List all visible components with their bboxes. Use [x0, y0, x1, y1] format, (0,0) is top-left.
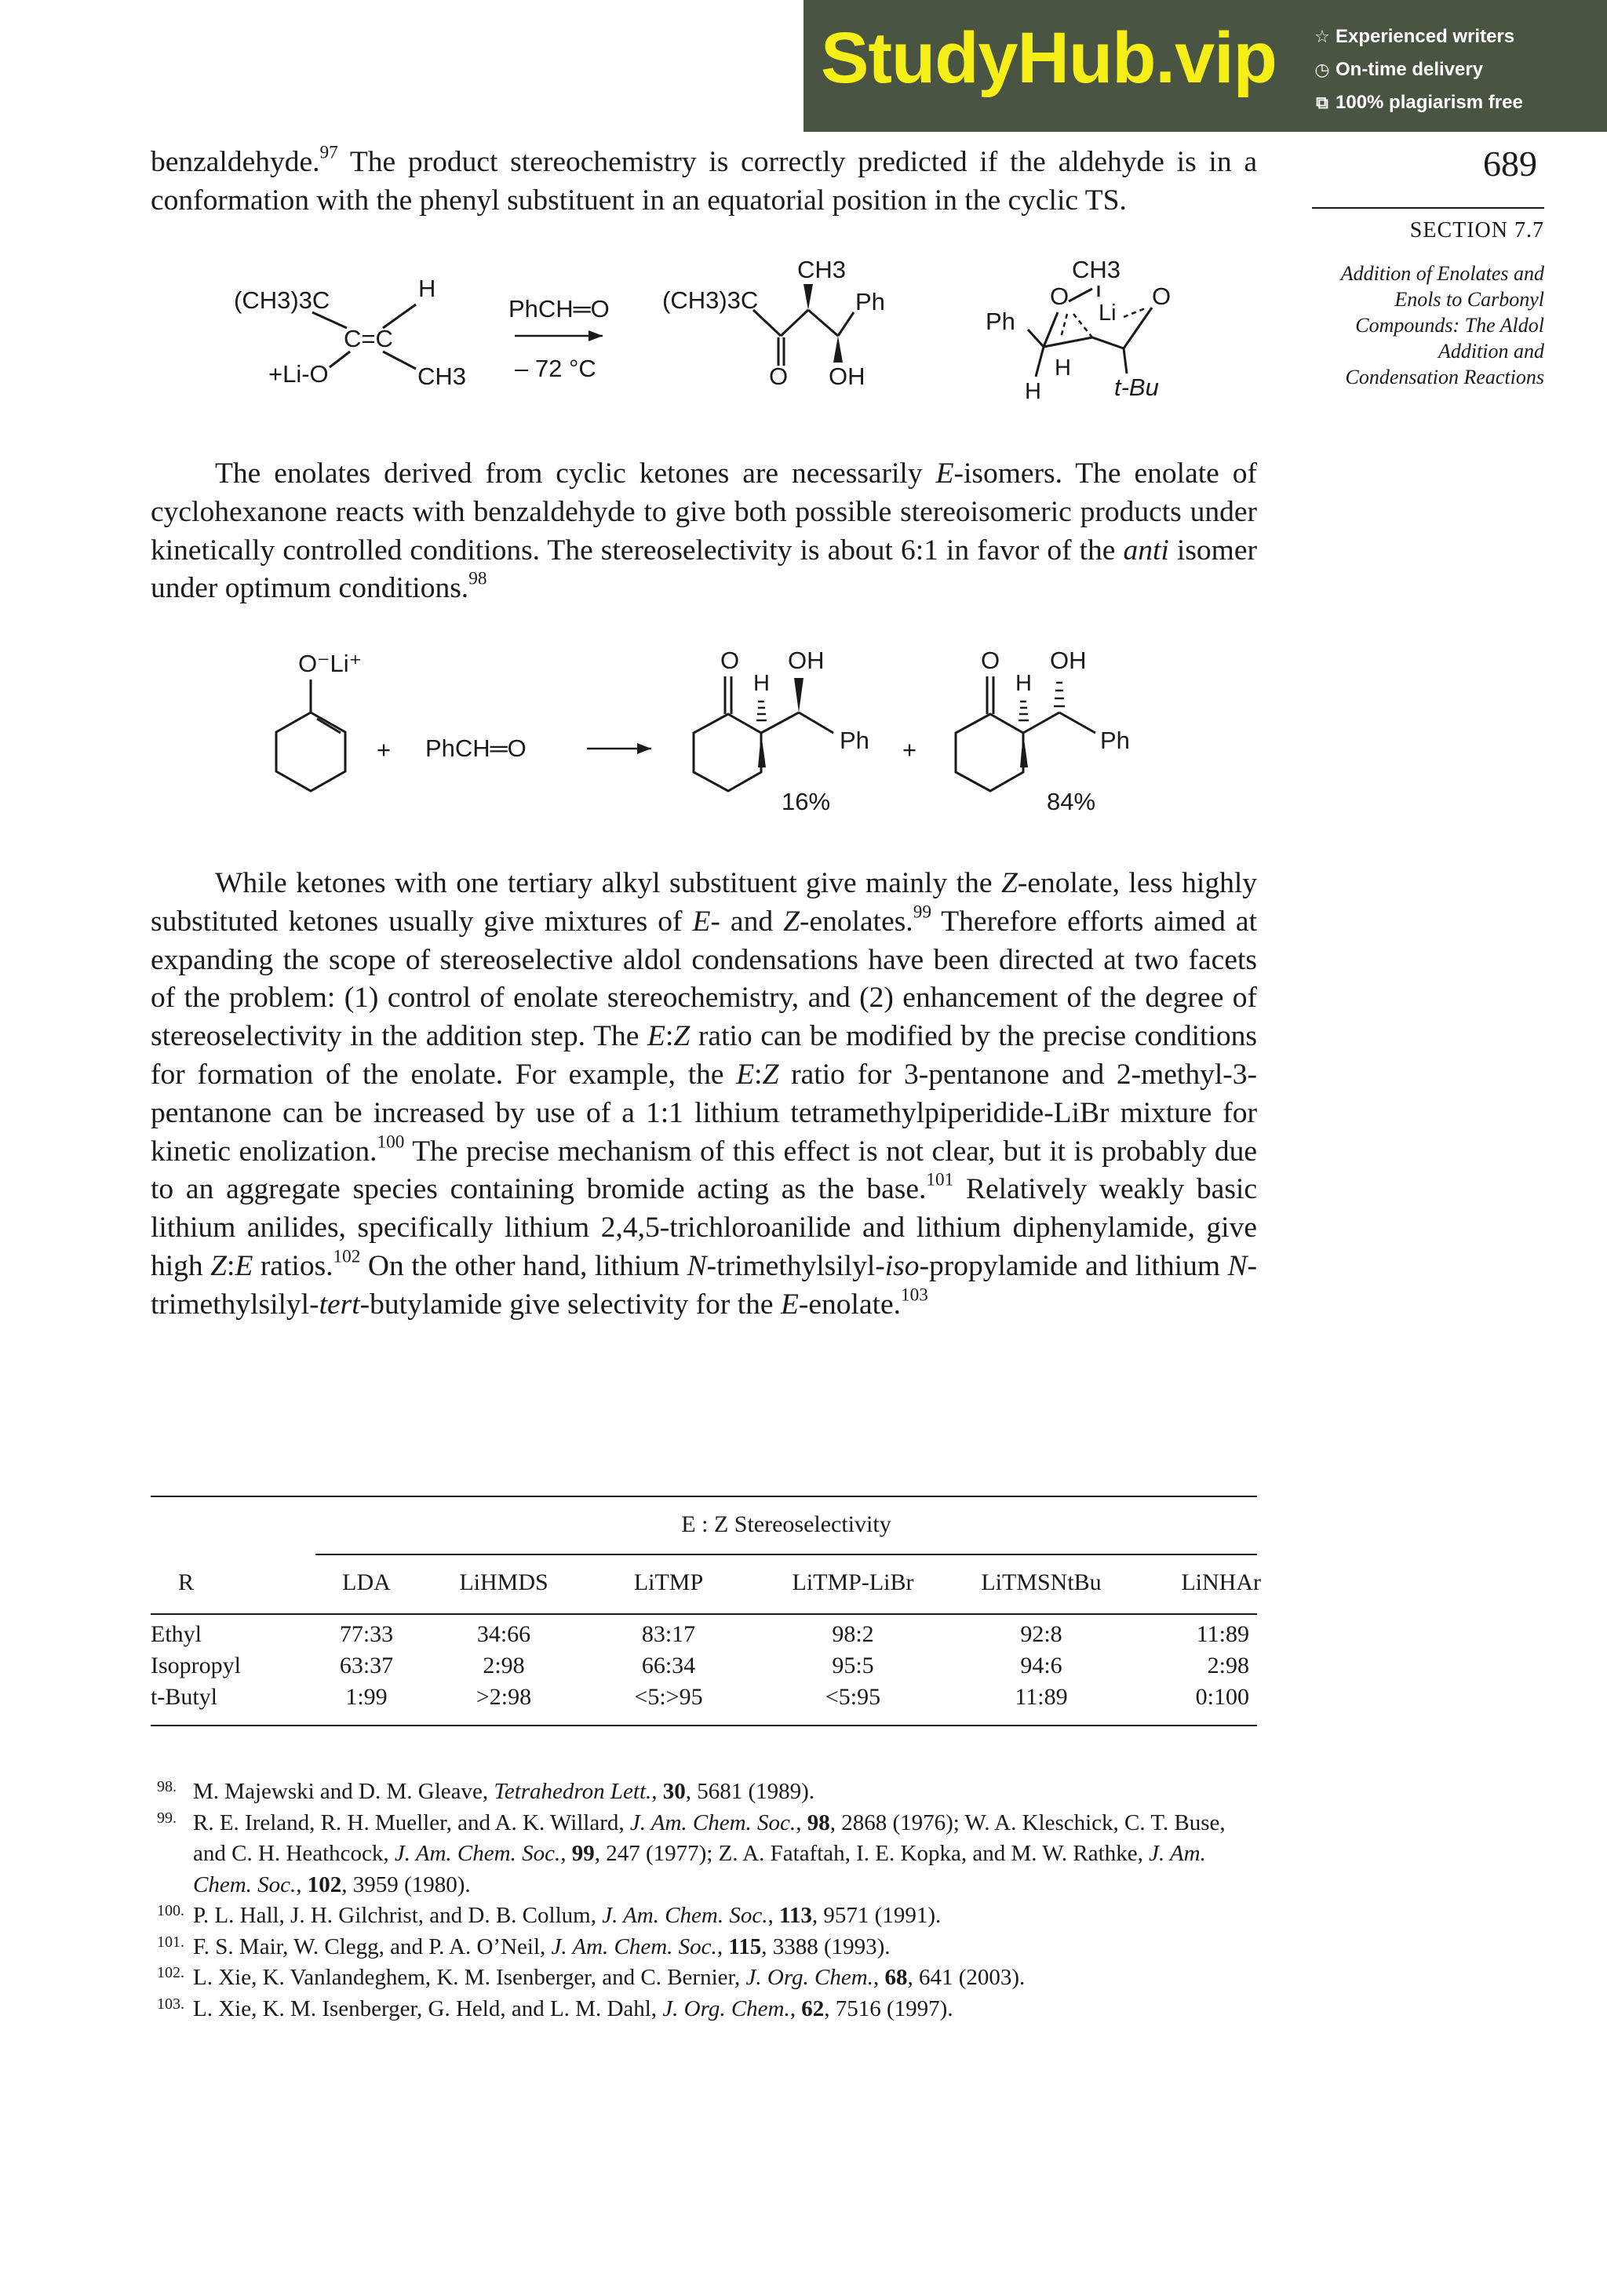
footnote-98: 98. M. Majewski and D. M. Gleave, Tetrahedron Lett., 30, 5681 (1989). [157, 1778, 815, 1804]
table-cell: <5:95 [825, 1684, 881, 1710]
svg-text:Ph: Ph [840, 727, 869, 754]
svg-text:O⁻Li⁺: O⁻Li⁺ [298, 650, 362, 677]
citation-103[interactable]: 103 [901, 1285, 928, 1306]
table-cell: 2:98 [483, 1653, 525, 1678]
table-cell: 11:89 [1196, 1621, 1249, 1647]
svg-text:Ph: Ph [986, 308, 1015, 335]
citation-101[interactable]: 101 [926, 1169, 954, 1190]
banner-feature: ⧉ 100% plagiarism free [1314, 86, 1604, 119]
banner-feature: ◷ On-time delivery [1314, 59, 1484, 80]
table-cell: 94:6 [1020, 1653, 1062, 1678]
table-cell: 34:66 [476, 1621, 531, 1647]
enolate-tbu: (CH3)3C [234, 286, 330, 314]
svg-text:+Li-O: +Li-O [268, 360, 329, 388]
svg-text:Ph: Ph [1100, 727, 1130, 754]
svg-text:PhCH═O: PhCH═O [425, 734, 527, 762]
table-header-r: R [177, 1569, 194, 1595]
svg-text:H: H [418, 275, 436, 302]
table-row-label: Isopropyl [151, 1653, 241, 1678]
svg-text:H: H [753, 671, 770, 696]
svg-text:O: O [1050, 282, 1070, 310]
table-header: LiNHAr [1181, 1569, 1261, 1595]
table-header: LiTMP-LiBr [792, 1569, 914, 1595]
svg-text:O: O [1152, 282, 1172, 310]
table-header: LiTMP [633, 1569, 704, 1595]
running-head: Addition of Enolates and Enols to Carbonyl Compounds: The Aldol Addition and Condensation Reactions [1340, 262, 1544, 388]
citation-99[interactable]: 99 [913, 902, 931, 923]
table-cell: 11:89 [1015, 1684, 1068, 1710]
svg-text:(CH3)3C: (CH3)3C [662, 286, 759, 314]
svg-text:O: O [769, 363, 789, 390]
svg-text:H: H [1055, 355, 1071, 381]
footnote-102: 102. L. Xie, K. Vanlandeghem, K. M. Isenberger, and C. Bernier, J. Org. Chem., 68, 641 (2003). [157, 1964, 1026, 1990]
table-group-rule [315, 1554, 1257, 1555]
table-cell: 66:34 [641, 1653, 696, 1678]
table-cell: 1:99 [345, 1684, 388, 1710]
table-cell: 83:17 [641, 1621, 696, 1647]
table-top-rule [151, 1496, 1257, 1497]
ad-banner[interactable] [804, 0, 1607, 132]
svg-text:C=C: C=C [344, 325, 393, 352]
page-number: 689 [1483, 144, 1537, 184]
studyhub-logo[interactable]: StudyHub.vip [821, 18, 1277, 98]
table-header: LiHMDS [459, 1569, 548, 1595]
svg-text:OH: OH [829, 363, 865, 390]
table-row-label: t-Butyl [151, 1684, 218, 1710]
reaction-scheme-2 [0, 642, 1607, 822]
header-divider [1312, 207, 1544, 209]
table-cell: 63:37 [339, 1653, 394, 1678]
svg-text:84%: 84% [1047, 788, 1096, 815]
svg-text:OH: OH [1050, 647, 1087, 674]
clock-icon: ◷ [1314, 60, 1330, 79]
svg-text:O: O [981, 647, 1000, 674]
svg-text:CH3: CH3 [797, 256, 847, 283]
table-cell: 77:33 [339, 1621, 394, 1647]
footnotes [157, 1777, 1259, 2024]
table-cell: >2:98 [476, 1684, 532, 1710]
svg-text:O: O [720, 647, 740, 674]
citation-98[interactable]: 98 [468, 568, 487, 589]
table-row-label: Ethyl [151, 1621, 202, 1647]
table-header: LiTMSNtBu [981, 1569, 1102, 1595]
banner-feature: ☆ Experienced writers [1314, 26, 1515, 47]
svg-text:Ph: Ph [855, 288, 885, 315]
footnote-100: 100. P. L. Hall, J. H. Gilchrist, and D. B. Collum, J. Am. Chem. Soc., 113, 9571 (1991). [157, 1902, 942, 1928]
paragraph-3: While ketones with one tertiary alkyl substituent give mainly the Z-enolate, less highly substituted ketones usually give mixtures of E- and Z-enolates.$^{99}$ Therefore efforts aimed at expanding the scope of stereoselective aldol condensations have been directed at two facets of the problem: (1) control of enolate stereochemistry, and (2) enhancement of the degree of stereoselectivity in the addition step. The E:Z ratio can be modified by the precise conditions for formation of the enolate. For example, the E:Z ratio for 3-pentanone and 2-methyl-3-pentanone can be increased by use of a 1:1 lithium tetramethylpiperidide-LiBr mixture for kinetic enolization.$^{100}$ The precise mechanism of this effect is not clear, but it is probably due to an aggregate species containing bromide acting as the base.$^{101}$ Relatively weakly basic lithium anilides, specifically lithium 2,4,5-trichloroanilide and lithium diphenylamide, give high Z:E ratios.$^{102}$ On the other hand, lithium N-trimethylsilyl-iso-propylamide and lithium N-trimethylsilyl-tert-butylamide give selectivity for the E-enolate.$^{103}$ [151, 867, 1258, 1321]
section-label: SECTION 7.7 [1409, 218, 1544, 242]
footnote-99: 99. R. E. Ireland, R. H. Mueller, and A. K. Willard, J. Am. Chem. Soc., 98, 2868 (1976); W. A. Kleschick, C. T. Buse, and C. H. Heathcock, J. Am. Chem. Soc., 99, 247 (1977); Z. A. Fataftah, I. E. Kopka, and M. W. Rathke, J. Am. Chem. Soc., 102, 3959 (1980). [157, 1809, 1226, 1897]
paragraph-1: benzaldehyde.$^{97}$ The product stereochemistry is correctly predicted if the aldehyde is in a conformation with the phenyl substituent in an equatorial position in the cyclic TS. [151, 142, 1257, 217]
table-header-rule [151, 1613, 1257, 1615]
reaction-scheme-1 [0, 251, 1607, 416]
svg-text:+: + [377, 736, 392, 764]
table-header: LDA [342, 1569, 391, 1595]
table-cell: 95:5 [832, 1653, 874, 1678]
svg-text:CH3: CH3 [1072, 256, 1121, 283]
svg-text:H: H [1015, 671, 1032, 696]
copy-icon: ⧉ [1316, 93, 1328, 112]
svg-text:– 72 °C: – 72 °C [515, 355, 596, 382]
table-cell: <5:>95 [634, 1684, 703, 1710]
svg-text:t-Bu: t-Bu [1114, 374, 1159, 401]
svg-text:+: + [902, 736, 917, 764]
table-cell: 92:8 [1020, 1621, 1062, 1647]
svg-text:OH: OH [788, 647, 825, 674]
citation-97[interactable]: 97 [319, 142, 338, 163]
table-group-header: E : Z Stereoselectivity [681, 1511, 891, 1537]
paragraph-2: The enolates derived from cyclic ketones are necessarily E-isomers. The enolate of cyclohexanone reacts with benzaldehyde to give both possible stereoisomeric products under kinetically controlled conditions. The stereoselectivity is about 6:1 in favor of the anti isomer under optimum conditions.$^{98}$ [151, 457, 1257, 605]
banner-features [1314, 20, 1604, 119]
table-bottom-rule [151, 1725, 1257, 1726]
citation-102[interactable]: 102 [333, 1246, 361, 1267]
svg-text:CH3: CH3 [417, 363, 467, 390]
svg-text:16%: 16% [782, 788, 831, 815]
svg-text:PhCH═O: PhCH═O [508, 295, 610, 323]
table-cell: 2:98 [1207, 1653, 1249, 1678]
svg-text:Li: Li [1099, 301, 1117, 326]
star-icon: ☆ [1314, 27, 1330, 46]
table-cell: 0:100 [1195, 1684, 1249, 1710]
svg-text:H: H [1025, 379, 1041, 404]
table-cell: 98:2 [832, 1621, 874, 1647]
citation-100[interactable]: 100 [377, 1131, 405, 1152]
footnote-103: 103. L. Xie, K. M. Isenberger, G. Held, and L. M. Dahl, J. Org. Chem., 62, 7516 (1997). [157, 1995, 953, 2021]
footnote-101: 101. F. S. Mair, W. Clegg, and P. A. O’Neil, J. Am. Chem. Soc., 115, 3388 (1993). [157, 1933, 891, 1959]
